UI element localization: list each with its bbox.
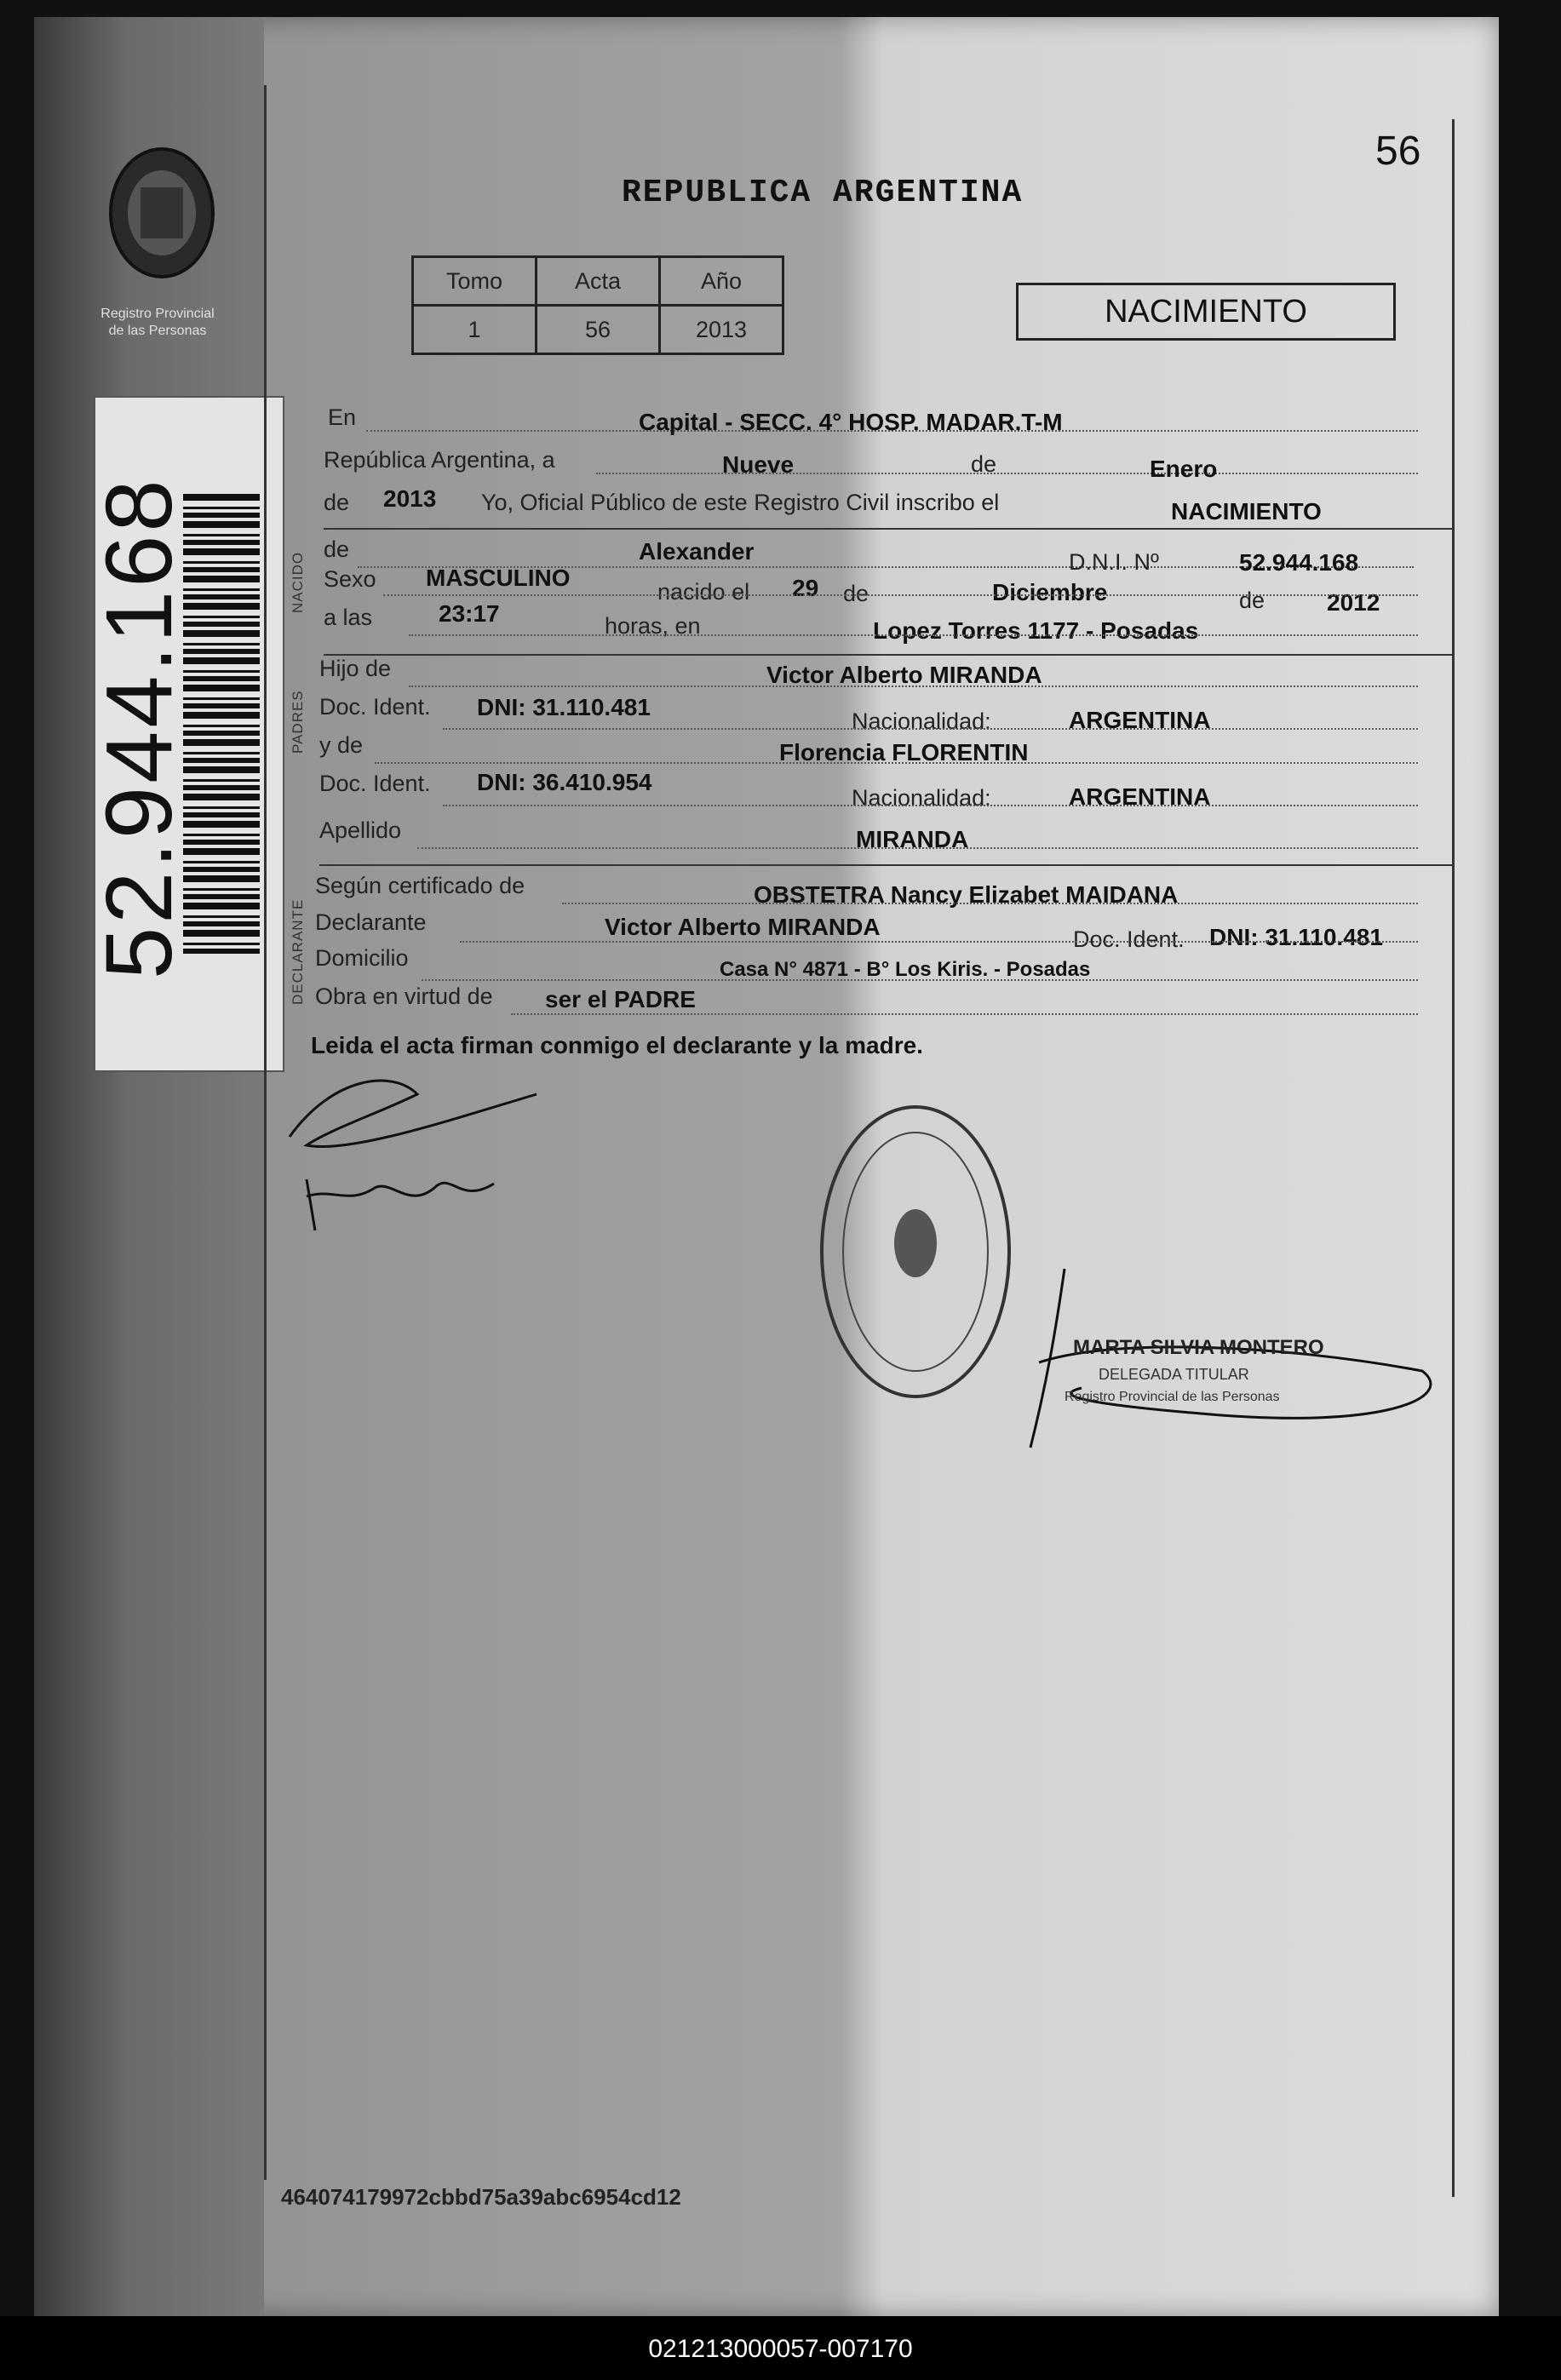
value-certificado: OBSTETRA Nancy Elizabet MAIDANA xyxy=(754,881,1179,908)
seal-caption-1: Registro Provincial xyxy=(100,307,215,321)
label-obra: Obra en virtud de xyxy=(315,984,493,1009)
value-dia-nacimiento: 29 xyxy=(792,575,819,601)
value-domicilio: Casa N° 4871 - B° Los Kiris. - Posadas xyxy=(720,958,1091,981)
side-label-declarante: DECLARANTE xyxy=(290,898,306,1005)
label-nacionalidad-2: Nacionalidad: xyxy=(852,785,991,811)
value-anio-inscripcion: 2013 xyxy=(383,485,437,512)
acta-value: 56 xyxy=(537,306,660,354)
value-dni: 52.944.168 xyxy=(1239,549,1359,576)
dotted-line xyxy=(443,805,1418,806)
value-lugar-nacimiento: Lopez Torres 1177 - Posadas xyxy=(873,617,1199,644)
label-hijo-de: Hijo de xyxy=(319,656,392,681)
dotted-line xyxy=(409,634,1418,636)
acta-header: Acta xyxy=(537,257,660,306)
barcode-number: 52.944.168 xyxy=(87,476,192,979)
value-madre-nacionalidad: ARGENTINA xyxy=(1069,783,1211,810)
official-signature-icon xyxy=(945,1260,1456,1482)
record-type-box: NACIMIENTO xyxy=(1016,283,1396,341)
anio-header: Año xyxy=(660,257,783,306)
divider xyxy=(324,528,1452,530)
barcode-bars xyxy=(183,494,260,954)
value-mes-nacimiento: Diciembre xyxy=(992,579,1108,605)
dotted-line xyxy=(596,473,1418,474)
value-lugar: Capital - SECC. 4° HOSP. MADAR.T-M xyxy=(639,409,1063,435)
dotted-line xyxy=(409,685,1418,687)
value-padre-doc: DNI: 31.110.481 xyxy=(477,694,651,720)
value-hora: 23:17 xyxy=(439,600,500,627)
label-nacionalidad-1: Nacionalidad: xyxy=(852,708,991,734)
side-label-nacido: NACIDO xyxy=(290,551,306,613)
label-doc-ident-3: Doc. Ident. xyxy=(1073,926,1185,952)
label-en: En xyxy=(328,404,357,430)
value-declarante-doc: DNI: 31.110.481 xyxy=(1209,924,1383,950)
value-padre-nacionalidad: ARGENTINA xyxy=(1069,707,1211,733)
dotted-line xyxy=(443,728,1418,730)
value-obra-en-virtud: ser el PADRE xyxy=(545,986,696,1012)
footer-code: 021213000057-007170 xyxy=(648,2335,913,2363)
document-title: REPUBLICA ARGENTINA xyxy=(622,175,1024,211)
page-number: 56 xyxy=(1375,129,1421,174)
label-dni: D.N.I. Nº xyxy=(1069,549,1159,575)
label-a-las: a las xyxy=(324,605,373,630)
value-apellido: MIRANDA xyxy=(856,826,969,852)
divider xyxy=(324,654,1452,656)
label-de3: de xyxy=(324,536,350,562)
anio-value: 2013 xyxy=(660,306,783,354)
value-anio-nacimiento: 2012 xyxy=(1327,589,1380,616)
left-margin xyxy=(34,17,264,2316)
label-declarante: Declarante xyxy=(315,909,427,935)
label-de4: de xyxy=(843,581,869,606)
official-stamp-role: DELEGADA TITULAR xyxy=(1099,1366,1249,1383)
value-acto: NACIMIENTO xyxy=(1171,498,1322,525)
label-horas-en: horas, en xyxy=(605,613,701,639)
official-stamp-office: Registro Provincial de las Personas xyxy=(1065,1390,1280,1404)
value-declarante: Victor Alberto MIRANDA xyxy=(605,914,881,940)
label-yo: Yo, Oficial Público de este Registro Civil inscribo el xyxy=(481,490,1000,515)
label-apellido: Apellido xyxy=(319,817,402,843)
dotted-line xyxy=(562,903,1418,904)
record-reference-table xyxy=(411,255,784,355)
value-dia-inscripcion: Nueve xyxy=(722,451,795,478)
dotted-line xyxy=(375,762,1418,764)
dotted-line xyxy=(383,594,1418,596)
tomo-value: 1 xyxy=(413,306,537,354)
value-nombre: Alexander xyxy=(639,538,755,565)
document-page xyxy=(34,17,1499,2316)
dotted-line xyxy=(417,847,1418,849)
value-madre: Florencia FLORENTIN xyxy=(779,739,1029,766)
value-mes-inscripcion: Enero xyxy=(1150,456,1218,482)
label-de: de xyxy=(971,451,997,477)
dotted-line xyxy=(511,1013,1418,1015)
frame-right-line xyxy=(1452,119,1455,2197)
label-doc-ident-1: Doc. Ident. xyxy=(319,694,431,720)
dotted-line xyxy=(460,941,1418,943)
value-padre: Victor Alberto MIRANDA xyxy=(766,662,1042,688)
label-de5: de xyxy=(1239,588,1265,613)
label-republica: República Argentina, a xyxy=(324,447,555,473)
divider xyxy=(319,864,1452,866)
frame-left-line xyxy=(264,85,267,2180)
label-nacido-el: nacido el xyxy=(657,579,750,605)
label-domicilio: Domicilio xyxy=(315,945,409,971)
side-label-padres: PADRES xyxy=(290,690,306,754)
value-madre-doc: DNI: 36.410.954 xyxy=(477,769,652,795)
label-sexo: Sexo xyxy=(324,566,376,592)
declarant-signature-icon xyxy=(281,1060,622,1247)
label-de2: de xyxy=(324,490,350,515)
document-hash: 464074179972cbbd75a39abc6954cd12 xyxy=(281,2184,681,2210)
tomo-header: Tomo xyxy=(413,257,537,306)
value-sexo: MASCULINO xyxy=(426,565,571,591)
label-doc-ident-2: Doc. Ident. xyxy=(319,771,431,796)
label-y-de: y de xyxy=(319,732,364,758)
dotted-line xyxy=(422,979,1418,981)
seal-caption-2: de las Personas xyxy=(108,324,207,338)
official-stamp-name: MARTA SILVIA MONTERO xyxy=(1073,1336,1324,1359)
closing-statement: Leida el acta firman conmigo el declarante y la madre. xyxy=(311,1032,923,1058)
label-segun: Según certificado de xyxy=(315,873,525,898)
